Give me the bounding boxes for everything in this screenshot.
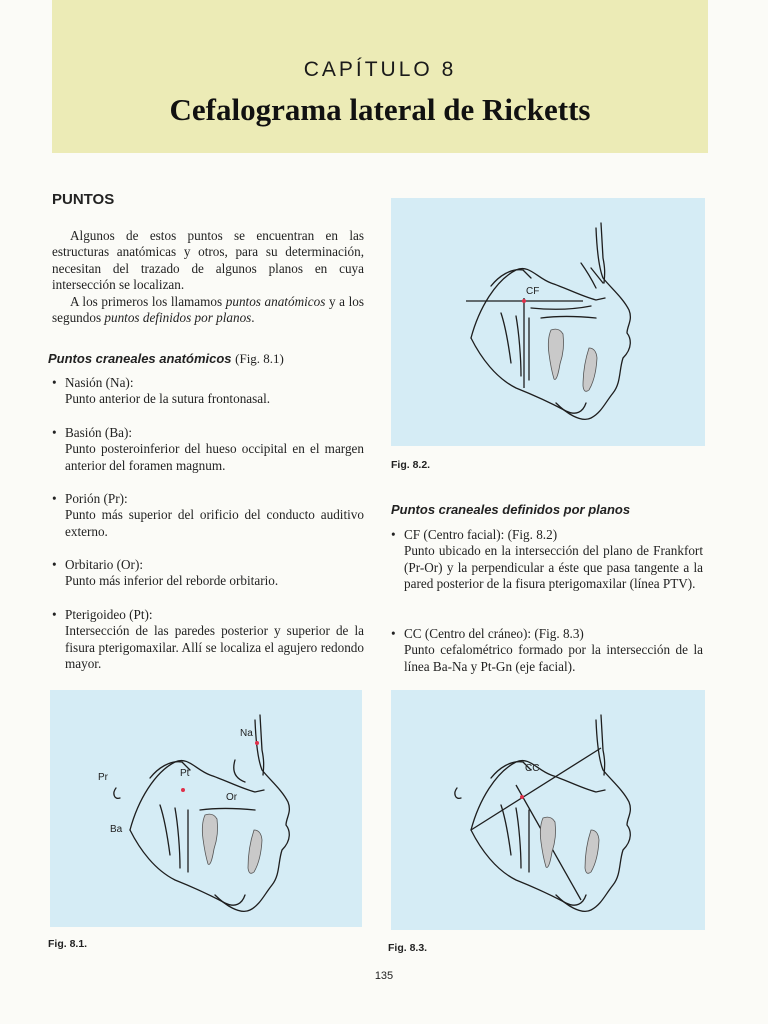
item-head: • Orbitario (Or): — [52, 557, 364, 573]
figure-8-3 — [391, 690, 705, 930]
item-head: • Pterigoideo (Pt): — [52, 607, 364, 623]
item-body: Punto ubicado en la intersección del plano de Frankfort (Pr-Or) y la perpendicular a éste que pasa tangente a la pared posterior de la fisura pterigomaxilar (línea PTV). — [404, 543, 703, 592]
label-cf: CF — [526, 286, 540, 297]
anatomical-points-heading: Puntos craneales anatómicos (Fig. 8.1) — [48, 351, 284, 366]
item-head: • CF (Centro facial): (Fig. 8.2) — [391, 527, 703, 543]
list-item-orbitario — [52, 557, 364, 590]
label-pt: Pt — [180, 768, 190, 779]
page-number: 135 — [374, 970, 394, 982]
item-head: • Basión (Ba): — [52, 425, 364, 441]
list-item-basion — [52, 425, 364, 474]
item-body: Punto anterior de la sutura frontonasal. — [65, 391, 271, 407]
intro-paragraph-1: Algunos de estos puntos se encuentran en las estructuras anatómicas y otros, para su determinación, necesitan del trazado de algunos planos en cuya intersección se localizan. — [52, 228, 364, 293]
figure-caption-8-2: Fig. 8.2. — [391, 459, 431, 471]
item-head: • Nasión (Na): — [52, 375, 364, 391]
item-body: Punto más superior del orificio del conducto auditivo externo. — [65, 507, 364, 539]
item-head: • CC (Centro del cráneo): (Fig. 8.3) — [391, 626, 703, 642]
label-na: Na — [240, 728, 253, 739]
list-item-nasion — [52, 375, 364, 408]
label-pr: Pr — [98, 772, 108, 783]
list-item-pterigoideo — [52, 607, 364, 673]
item-body: Punto posteroinferior del hueso occipital en el margen anterior del foramen magnum. — [65, 441, 364, 473]
figure-8-2 — [391, 198, 705, 446]
list-item-cc — [391, 626, 703, 675]
cephalogram-drawing-cf — [391, 198, 705, 446]
cephalogram-drawing-cc — [391, 690, 705, 930]
figure-caption-8-3: Fig. 8.3. — [388, 942, 428, 954]
intro-text — [52, 228, 364, 326]
chapter-header — [52, 0, 708, 153]
label-ba: Ba — [110, 824, 123, 835]
intro-paragraph-2: A los primeros los llamamos puntos anatómicos y a los segundos puntos definidos por planos. — [52, 293, 364, 326]
label-or: Or — [226, 792, 238, 803]
list-item-cf — [391, 527, 703, 593]
plane-points-heading: Puntos craneales definidos por planos — [391, 502, 631, 517]
chapter-title: Cefalograma lateral de Ricketts — [169, 92, 591, 127]
label-cc: CC — [525, 763, 540, 774]
item-body: Punto más inferior del reborde orbitario. — [65, 573, 279, 589]
figure-caption-8-1: Fig. 8.1. — [48, 938, 88, 950]
figure-8-1 — [50, 690, 362, 927]
item-head: • Porión (Pr): — [52, 491, 364, 507]
cephalogram-drawing-points — [50, 690, 362, 927]
list-item-porion — [52, 491, 364, 540]
section-title: PUNTOS — [52, 191, 115, 208]
chapter-number: CAPÍTULO 8 — [303, 58, 457, 81]
item-body: Intersección de las paredes posterior y superior de la fisura pterigomaxilar. Allí se localiza el agujero redondo mayor. — [65, 623, 364, 672]
item-body: Punto cefalométrico formado por la intersección de la línea Ba-Na y Pt-Gn (eje facial). — [404, 642, 703, 674]
